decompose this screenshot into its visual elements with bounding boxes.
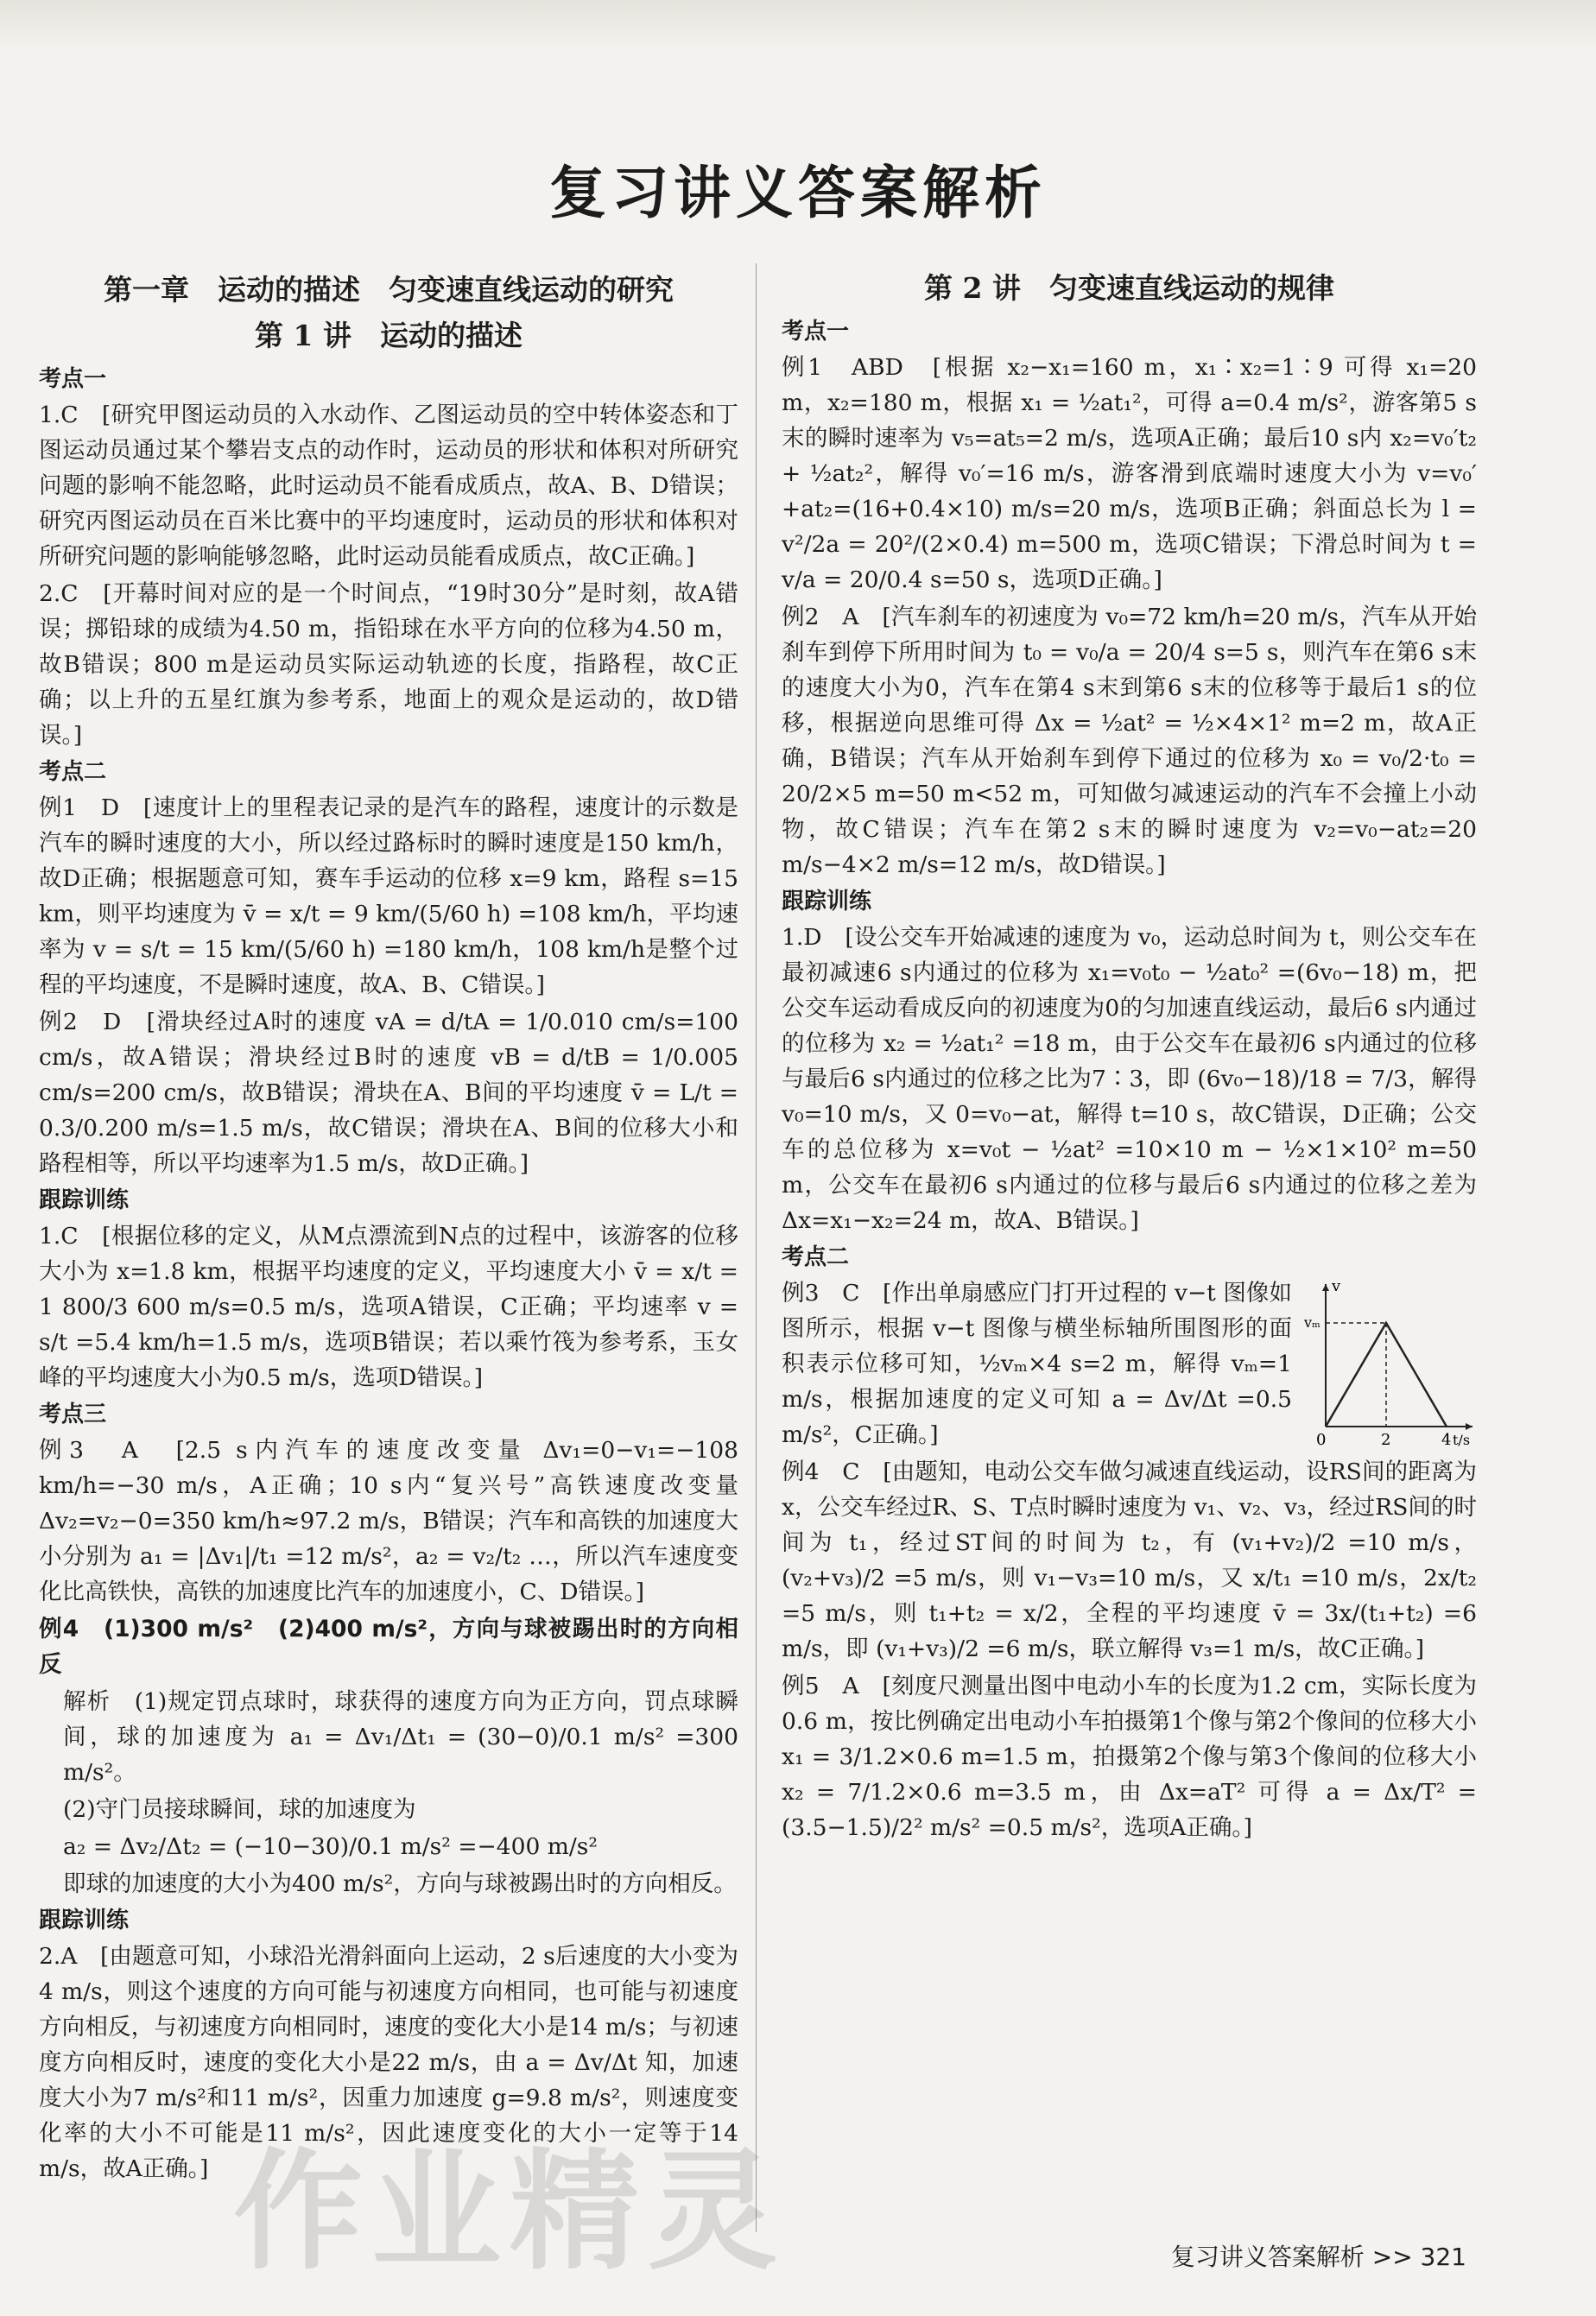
scan-edge bbox=[0, 0, 1596, 52]
example-item: 例1 D [速度计上的里程表记录的是汽车的路程，速度计的示数是汽车的瞬时速度的大小，所以经过路标时的瞬时速度是150 km/h，故D正确；根据题意可知，赛车手运动的位移 x=9 km，路程 s=15 km，则平均速度为 v̄ = x/t = 9 km/(5/60 h) =108 km/h，平均速率为 v = s/t = 15 km/(5/60 h) =180 km/h，108 km/h是整个过程的平均速度，不是瞬时速度，故A、B、C错误。] bbox=[39, 794, 738, 998]
lesson-heading: 第 2 讲 匀变速直线运动的规律 bbox=[924, 271, 1334, 305]
page-title: 复习讲义答案解析 bbox=[549, 159, 1047, 226]
origin-label: 0 bbox=[1316, 1431, 1327, 1448]
example-answer: 例4 (1)300 m/s² (2)400 m/s²，方向与球被踢出时的方向相反 bbox=[39, 1616, 738, 1678]
section-label: 考点一 bbox=[39, 366, 107, 392]
vt-graph bbox=[1304, 1275, 1477, 1448]
example-item: 例3 C [作出单扇感应门打开过程的 v−t 图像如图所示，根据 v−t 图像与横坐标轴所围图形的面积表示位移可知，½vₘ×4 s=2 m，解得 vₘ=1 m/s，根据加速度的定义可知 a = Δv/Δt =0.5 m/s²，C正确。] bbox=[782, 1280, 1292, 1448]
page-footer: 复习讲义答案解析 >> 321 bbox=[1170, 2243, 1466, 2271]
answer-item: 1.D [设公交车开始减速的速度为 v₀，运动总时间为 t，则公交车在最初减速6 s内通过的位移为 x₁=v₀t₀ − ½at₀² =(6v₀−18) m，把公交车运动看成反向的初速度为0的匀加速直线运动，最后6 s内通过的位移为 x₂ = ½at₁² =18 m，由于公交车在最初6 s内通过的位移与最后6 s内通过的位移之比为7∶3，即 (6v₀−18)/18 = 7/3，解得 v₀=10 m/s，又 0=v₀−at，解得 t=10 s，故C错误，D正确；公交车的总位移为 x=v₀t − ½at² =10×10 m − ½×1×10² m=50 m，公交车在最初6 s内通过的位移与最后6 s内通过的位移之差为 Δx=x₁−x₂=24 m，故A、B错误。] bbox=[782, 924, 1477, 1234]
right-column bbox=[782, 263, 1477, 1847]
section-label: 考点一 bbox=[782, 319, 850, 345]
column-divider bbox=[756, 263, 757, 2232]
section-label: 考点三 bbox=[39, 1402, 107, 1427]
example-item: 例5 A [刻度尺测量出图中电动小车的长度为1.2 cm，实际长度为0.6 m，按比例确定出电动小车拍摄第1个像与第2个像间的位移大小 x₁ = 3/1.2×0.6 m=1.5 m，拍摄第2个像与第3个像间的位移大小 x₂ = 7/1.2×0.6 m=3.5 m，由 Δx=aT² 可得 a = Δx/T² = (3.5−1.5)/2² m/s² =0.5 m/s²，选项A正确。] bbox=[782, 1673, 1477, 1841]
y-axis-label: v bbox=[1332, 1277, 1341, 1295]
section-label: 跟踪训练 bbox=[782, 889, 872, 914]
tick-label: 2 bbox=[1381, 1431, 1391, 1448]
vm-label: vₘ bbox=[1304, 1314, 1320, 1331]
lesson-heading: 第 1 讲 运动的描述 bbox=[255, 319, 522, 352]
example-item: 例4 C [由题知，电动公交车做匀减速直线运动，设RS间的距离为 x，公交车经过R、S、T点时瞬时速度为 v₁、v₂、v₃，经过RS间的时间为 t₁，经过ST间的时间为 t₂，有 (v₁+v₂)/2 =10 m/s，(v₂+v₃)/2 =5 m/s，则 v₁−v₃=10 m/s，又 x/t₁ =10 m/s，2x/t₂ =5 m/s，则 t₁+t₂ = x/2，全程的平均速度 v̄ = 3x/(t₁+t₂) =6 m/s，即 (v₁+v₃)/2 =6 m/s，联立解得 v₃=1 m/s，故C正确。] bbox=[782, 1459, 1477, 1662]
example-item: 例1 ABD [根据 x₂−x₁=160 m，x₁∶x₂=1∶9 可得 x₁=20 m，x₂=180 m，根据 x₁ = ½at₁²，可得 a=0.4 m/s²，游客第5 s末的瞬时速率为 v₅=at₅=2 m/s，选项A正确；最后10 s内 x₂=v₀′t₂ + ½at₂²，解得 v₀′=16 m/s，游客滑到底端时速度大小为 v=v₀′+at₂=(16+0.4×10) m/s=20 m/s，选项B正确；斜面总长为 l = v²/2a = 20²/(2×0.4) m=500 m，选项C错误；下滑总时间为 t = v/a = 20/0.4 s=50 s，选项D正确。] bbox=[782, 354, 1477, 593]
answer-item: 2.A [由题意可知，小球沿光滑斜面向上运动，2 s后速度的大小变为4 m/s，则这个速度的方向可能与初速度方向相同，也可能与初速度方向相反，与初速度方向相同时，速度的变化大小是14 m/s；与初速度方向相反时，速度的变化大小是22 m/s，由 a = Δv/Δt 知，加速度大小为7 m/s²和11 m/s²，因重力加速度 g=9.8 m/s²，则速度变化率的大小不可能是11 m/s²，因此速度变化的大小一定等于14 m/s，故A正确。] bbox=[39, 1943, 738, 2182]
left-column bbox=[39, 263, 738, 2188]
section-label: 跟踪训练 bbox=[39, 1187, 130, 1213]
section-label: 考点二 bbox=[782, 1244, 850, 1270]
tick-label: 4 bbox=[1441, 1431, 1452, 1448]
watermark: 作业精灵 bbox=[233, 2137, 787, 2288]
answer-item: 1.C [根据位移的定义，从M点漂流到N点的过程中，该游客的位移大小为 x=1.8 km，根据平均速度的定义，平均速度大小 v̄ = x/t = 1 800/3 600 m/s=0.5 m/s，选项A错误，C正确；平均速率 v = s/t =5.4 km/h=1.5 m/s，选项B错误；若以乘竹筏为参考系，玉女峰的平均速度大小为0.5 m/s，选项D错误。] bbox=[39, 1223, 738, 1391]
explanation: 即球的加速度的大小为400 m/s²，方向与球被踢出时的方向相反。 bbox=[63, 1870, 737, 1897]
answer-item: 2.C [开幕时间对应的是一个时间点，“19时30分”是时刻，故A错误；掷铅球的成绩为4.50 m，指铅球在水平方向的位移为4.50 m，故B错误；800 m是运动员实际运动轨迹的长度，指路程，故C正确；以上升的五星红旗为参考系，地面上的观众是运动的，故D错误。] bbox=[39, 580, 738, 749]
example-item: 例2 D [滑块经过A时的速度 vA = d/tA = 1/0.010 cm/s=100 cm/s，故A错误；滑块经过B时的速度 vB = d/tB = 1/0.005 cm/s=200 cm/s，故B错误；滑块在A、B间的平均速度 v̄ = L/t = 0.3/0.200 m/s=1.5 m/s，故C错误；滑块在A、B间的位移大小和路程相等，所以平均速率为1.5 m/s，故D正确。] bbox=[39, 1009, 738, 1177]
section-label: 考点二 bbox=[39, 759, 107, 785]
explanation: (2)守门员接球瞬间，球的加速度为 bbox=[63, 1796, 416, 1823]
chapter-heading: 第一章 运动的描述 匀变速直线运动的研究 bbox=[104, 273, 674, 307]
formula-line: a₂ = Δv₂/Δt₂ = (−10−30)/0.1 m/s² =−400 m/s² bbox=[63, 1833, 598, 1860]
answer-item: 1.C [研究甲图运动员的入水动作、乙图运动员的空中转体姿态和丁图运动员通过某个攀岩支点的动作时，运动员的形状和体积对所研究问题的影响不能忽略，此时运动员不能看成质点，故A、B、D错误；研究丙图运动员在百米比赛中的平均速度时，运动员的形状和体积对所研究问题的影响能够忽略，此时运动员能看成质点，故C正确。] bbox=[39, 402, 738, 570]
example-item: 例3 A [2.5 s内汽车的速度改变量 Δv₁=0−v₁=−108 km/h=−30 m/s，A正确；10 s内“复兴号”高铁速度改变量 Δv₂=v₂−0=350 km/h≈97.2 m/s，B错误；汽车和高铁的加速度大小分别为 a₁ = |Δv₁|/t₁ =12 m/s²，a₂ = v₂/t₂ …，所以汽车速度变化比高铁快，高铁的加速度比汽车的加速度小，C、D错误。] bbox=[39, 1437, 738, 1605]
explanation: 解析 (1)规定罚点球时，球获得的速度方向为正方向，罚点球瞬间，球的加速度为 a₁ = Δv₁/Δt₁ = (30−0)/0.1 m/s² =300 m/s²。 bbox=[63, 1688, 738, 1786]
section-label: 跟踪训练 bbox=[39, 1908, 130, 1933]
example-item: 例2 A [汽车刹车的初速度为 v₀=72 km/h=20 m/s，汽车从开始刹车到停下所用时间为 t₀ = v₀/a = 20/4 s=5 s，则汽车在第6 s末的速度大小为0，汽车在第4 s末到第6 s末的位移等于最后1 s的位移，根据逆向思维可得 Δx = ½at² = ½×4×1² m=2 m，故A正确，B错误；汽车从开始刹车到停下通过的位移为 x₀ = v₀/2·t₀ = 20/2×5 m=50 m<52 m，可知做匀减速运动的汽车不会撞上小动物，故C错误；汽车在第2 s末的瞬时速度为 v₂=v₀−at₂=20 m/s−4×2 m/s=12 m/s，故D错误。] bbox=[782, 604, 1477, 878]
x-axis-label: t/s bbox=[1453, 1432, 1471, 1448]
